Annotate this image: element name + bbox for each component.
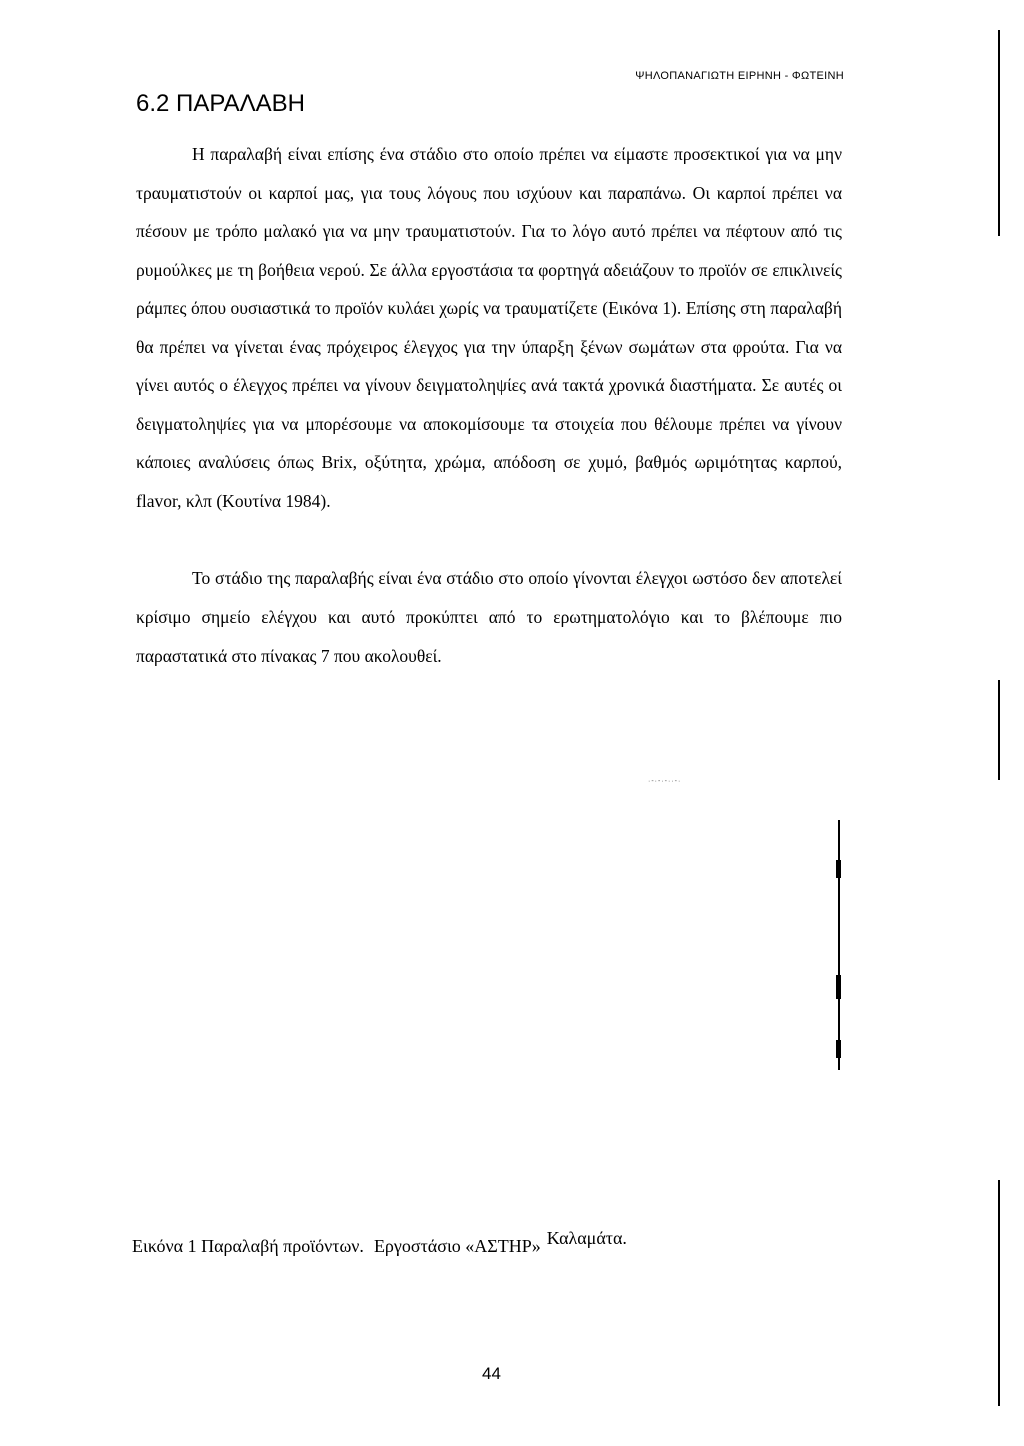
section-title: 6.2 ΠΑΡΑΛΑΒΗ: [136, 90, 305, 117]
body-paragraph-2: Το στάδιο της παραλαβής είναι ένα στάδιο στο οποίο γίνονται έλεγχοι ωστόσο δεν αποτελεί κρίσιμο σημείο ελέγχου και αυτό προκύπτει από το ερωτηματολόγιο και το βλέπουμε πιο παραστατικά στο πίνακας 7 που ακολουθεί.: [136, 568, 842, 666]
scan-edge-line: [838, 820, 840, 1070]
scan-edge-mark: [836, 860, 841, 878]
figure-caption-title: Εικόνα 1 Παραλαβή προϊόντων.: [132, 1236, 364, 1256]
scan-edge-line: [998, 680, 1000, 780]
scan-edge-mark: [836, 975, 841, 999]
figure-placeholder: [620, 770, 710, 790]
scan-edge-line: [998, 1180, 1000, 1406]
figure-caption: [132, 1228, 627, 1257]
figure-caption-location: Καλαμάτα.: [546, 1228, 627, 1248]
scan-artifact: ·-·-·-··-·: [648, 778, 682, 785]
body-paragraph-1: Η παραλαβή είναι επίσης ένα στάδιο στο οποίο πρέπει να είμαστε προσεκτικοί για να μην τραυματιστούν οι καρποί μας, για τους λόγους που ισχύουν και παραπάνω. Οι καρποί πρέπει να πέσουν με τρόπο μαλακό για να μην τραυματιστούν. Για το λόγο αυτό πρέπει να πέφτουν από τις ρυμούλκες με τη βοήθεια νερού. Σε άλλα εργοστάσια τα φορτηγά αδειάζουν το προϊόν σε επικλινείς ράμπες όπου ουσιαστικά το προϊόν κυλάει χωρίς να τραυματίζετε (Εικόνα 1). Επίσης στη παραλαβή θα πρέπει να γίνεται ένας πρόχειρος έλεγχος για την ύπαρξη ξένων σωμάτων στα φρούτα. Για να γίνει αυτός ο έλεγχος πρέπει να γίνουν δειγματοληψίες ανά τακτά χρονικά διαστήματα. Σε αυτές οι δειγματοληψίες για να μπορέσουμε να αποκομίσουμε τα στοιχεία που θέλουμε πρέπει να γίνουν κάποιες αναλύσεις όπως Brix, οξύτητα, χρώμα, απόδοση σε χυμό, βαθμός ωριμότητας καρπού, flavor, κλπ (Κουτίνα 1984).: [136, 144, 842, 511]
scan-edge-line: [998, 30, 1000, 236]
running-header-author: ΨΗΛΟΠΑΝΑΓΙΩΤΗ ΕΙΡΗΝΗ - ΦΩΤΕΙΝΗ: [635, 70, 844, 82]
scan-edge-mark: [836, 1040, 841, 1058]
page-number: 44: [482, 1364, 501, 1383]
figure-caption-source: Εργοστάσιο «ΑΣΤΗΡ»: [373, 1236, 541, 1256]
